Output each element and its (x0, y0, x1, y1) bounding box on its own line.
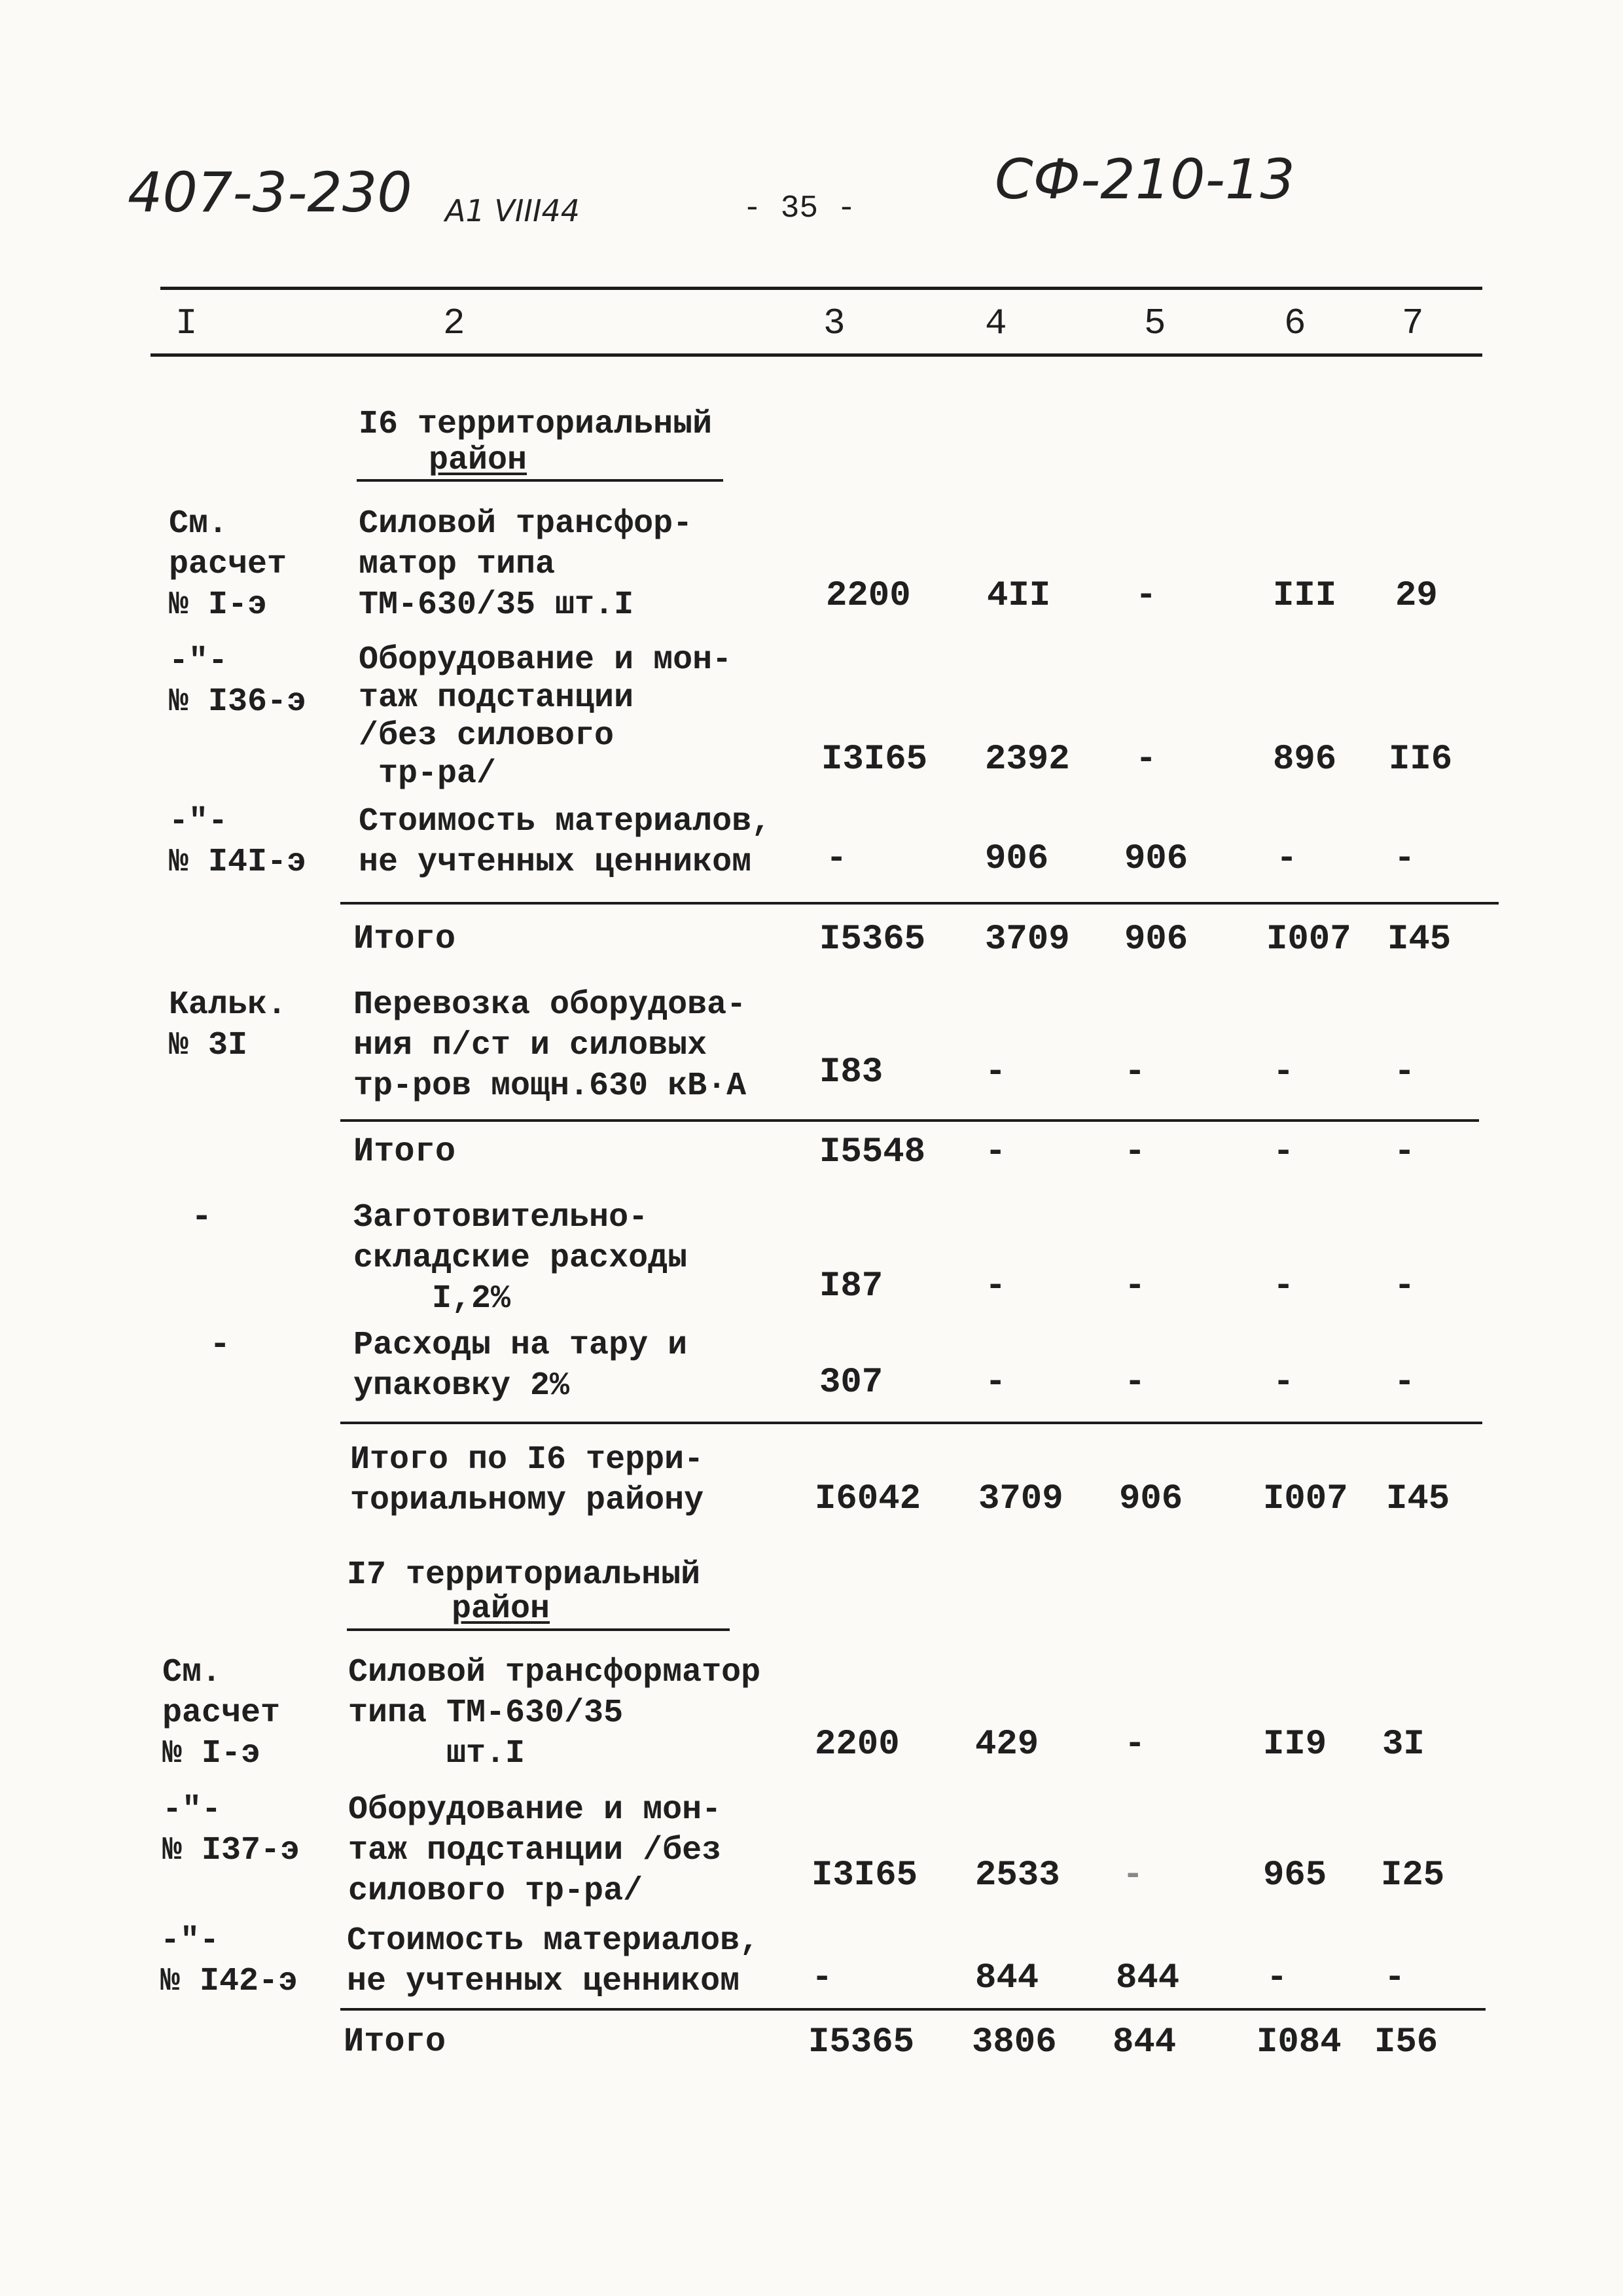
cell-col3: I3I65 (812, 1856, 918, 1895)
cell-col6: - (1273, 1266, 1294, 1306)
section-title-underline (347, 1628, 730, 1631)
row-description: Оборудование и мон- таж подстанции /без силового тр-ра/ (359, 641, 732, 793)
column-header-1: I (175, 302, 198, 344)
column-header-4: 4 (985, 302, 1007, 344)
cell-col5: - (1124, 1266, 1146, 1306)
row-reference: -"- № I36-э (169, 643, 307, 721)
cell-col7: - (1394, 1132, 1416, 1172)
cell-col7: I45 (1387, 920, 1452, 960)
cell-col5: - (1124, 1363, 1146, 1403)
cell-col6: I007 (1263, 1479, 1348, 1519)
cell-col3: - (812, 1958, 833, 1998)
row-description: Перевозка оборудова- ния п/ст и силовых тр-ров мощн.630 кВ·А (353, 986, 747, 1105)
cell-col5: 906 (1119, 1479, 1183, 1519)
cell-col4: 3709 (978, 1479, 1063, 1519)
cell-col4: 2533 (975, 1856, 1060, 1895)
subtotal-rule (340, 2008, 1486, 2011)
cell-col6: - (1266, 1958, 1288, 1998)
cell-col3: I5365 (819, 920, 926, 960)
cell-col5: - (1135, 576, 1157, 616)
cell-col6: II9 (1263, 1725, 1327, 1765)
cell-col3: I5548 (819, 1132, 926, 1172)
row-reference: См. расчет № I-э (162, 1654, 281, 1772)
cell-col3: I87 (819, 1266, 883, 1306)
column-header-7: 7 (1402, 302, 1424, 344)
cell-col7: I45 (1386, 1479, 1450, 1519)
cell-col7: I25 (1381, 1856, 1445, 1895)
cell-col7: II6 (1389, 740, 1453, 780)
section-title-line2: район (429, 442, 527, 479)
cell-col3: I6042 (815, 1479, 921, 1519)
cell-col3: 307 (819, 1363, 883, 1403)
row-reference: Кальк. № 3I (169, 986, 287, 1064)
row-reference: - (191, 1198, 213, 1238)
row-description: Стоимость материалов, не учтенных ценником (347, 1922, 760, 2000)
cell-col6: - (1273, 1132, 1294, 1172)
cell-col3: 2200 (815, 1725, 900, 1765)
cell-col4: - (985, 1132, 1007, 1172)
cell-col4: 2392 (985, 740, 1070, 780)
cell-col4: 4II (987, 576, 1051, 616)
row-description: Стоимость материалов, не учтенных ценником (359, 803, 772, 881)
subtotal-rule (340, 1422, 1482, 1424)
cell-col3: I83 (819, 1052, 883, 1092)
column-header-2: 2 (443, 302, 465, 344)
column-header-3: 3 (823, 302, 846, 344)
section-title: I6 территориальный (359, 406, 713, 443)
column-header-6: 6 (1284, 302, 1306, 344)
cell-col6: 965 (1263, 1856, 1327, 1895)
cell-col6: III (1273, 576, 1337, 616)
row-description: Итого (344, 2022, 446, 2061)
row-description: Оборудование и мон- таж подстанции /без силового тр-ра/ (348, 1791, 722, 1910)
row-description: Заготовительно- складские расходы I,2% (353, 1199, 688, 1318)
row-description: Итого по I6 терри- ториальному району (350, 1441, 704, 1519)
subtotal-rule (340, 1119, 1479, 1122)
cell-col6: I084 (1257, 2022, 1342, 2062)
page-number: - 35 - (743, 191, 856, 226)
subtotal-rule (340, 902, 1499, 905)
cell-col3: - (826, 839, 847, 879)
cell-col5: - (1124, 1132, 1146, 1172)
cell-col4: 3709 (985, 920, 1070, 960)
cell-col3: I5365 (808, 2022, 915, 2062)
cell-col5: 844 (1116, 1958, 1180, 1998)
row-description: Расходы на тару и упаковку 2% (353, 1327, 688, 1405)
row-reference: См. расчет № I-э (169, 505, 287, 624)
cell-col5: 906 (1124, 839, 1188, 879)
row-description: Итого (353, 1132, 456, 1171)
cell-col7: - (1394, 1052, 1416, 1092)
cell-col7: - (1394, 839, 1416, 879)
cell-col7: - (1384, 1958, 1406, 1998)
section-title: I7 территориальный (347, 1556, 701, 1594)
table-top-rule (160, 287, 1482, 290)
cell-col6: - (1276, 839, 1298, 879)
cell-col4: - (985, 1363, 1007, 1403)
cell-col6: - (1273, 1052, 1294, 1092)
doc-code: 407-3-230 (128, 160, 412, 224)
cell-col4: 429 (975, 1725, 1039, 1765)
cell-col5: - (1124, 1725, 1146, 1765)
cell-col5: - (1135, 740, 1157, 780)
cell-col6: - (1273, 1363, 1294, 1403)
cell-col7: 3I (1382, 1725, 1425, 1765)
section-title-line2: район (452, 1590, 550, 1628)
row-description: Силовой трансфор- матор типа ТМ-630/35 шт.I (359, 505, 693, 624)
header-bottom-rule (151, 353, 1482, 357)
cell-col3: I3I65 (821, 740, 928, 780)
cell-col5: - (1122, 1856, 1144, 1895)
cell-col7: - (1394, 1363, 1416, 1403)
cell-col4: 3806 (972, 2022, 1057, 2062)
row-description: Силовой трансформатор типа ТМ-630/35 шт.I (348, 1654, 761, 1772)
cell-col4: - (985, 1266, 1007, 1306)
album-mark: А1 VIII44 (445, 193, 580, 228)
cell-col7: 29 (1395, 576, 1438, 616)
cell-col4: - (985, 1052, 1007, 1092)
cell-col4: 906 (985, 839, 1049, 879)
row-reference: - (209, 1325, 231, 1365)
cell-col7: - (1394, 1266, 1416, 1306)
row-reference: -"- № I37-э (162, 1791, 300, 1869)
row-description: Итого (353, 920, 456, 958)
cell-col6: 896 (1273, 740, 1337, 780)
cell-col3: 2200 (826, 576, 911, 616)
section-title-underline (357, 479, 723, 482)
sheet-code: СФ-210-13 (995, 147, 1295, 211)
cell-col7: I56 (1374, 2022, 1438, 2062)
column-header-5: 5 (1144, 302, 1166, 344)
row-reference: -"- № I4I-э (169, 803, 307, 881)
cell-col5: 906 (1124, 920, 1188, 960)
row-reference: -"- № I42-э (160, 1922, 298, 2000)
cell-col5: - (1124, 1052, 1146, 1092)
cell-col6: I007 (1266, 920, 1351, 960)
cell-col5: 844 (1113, 2022, 1177, 2062)
cell-col4: 844 (975, 1958, 1039, 1998)
